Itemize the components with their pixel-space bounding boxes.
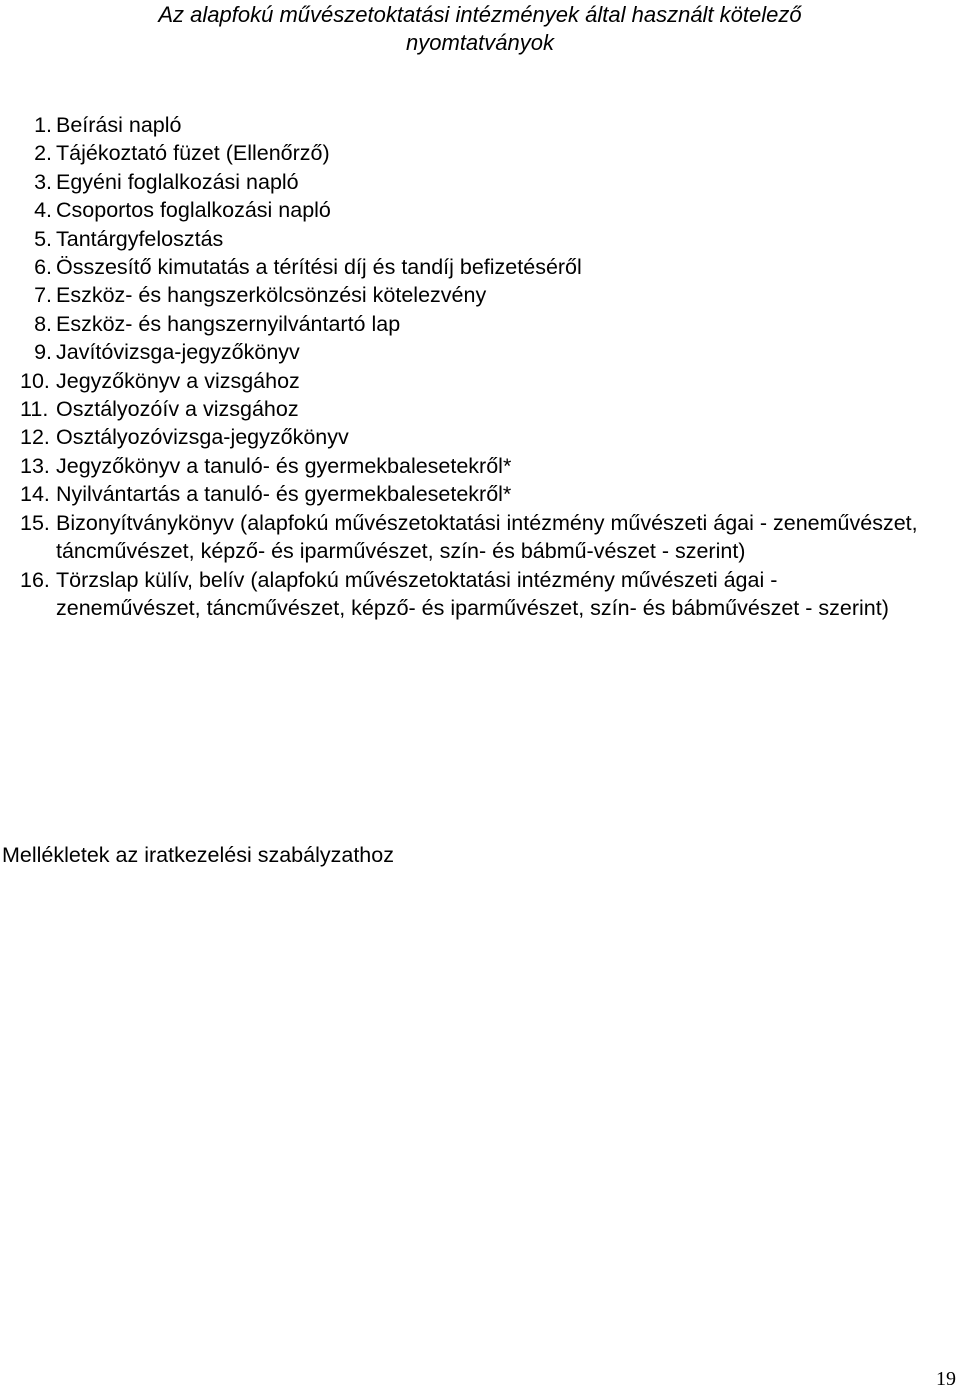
list-item-number: 9. xyxy=(34,340,52,365)
list-item-text: Törzslap külív, belív (alapfokú művészetoktatási intézmény művészeti ágai - zeneművészet, táncművészet, képző- és iparművészet, szín- és bábművészet - szerint) xyxy=(56,567,889,620)
list-item-number: 14. xyxy=(20,482,50,507)
forms-list xyxy=(20,111,920,622)
list-item-text: Osztályozóvizsga-jegyzőkönyv xyxy=(56,425,349,450)
page-title xyxy=(0,0,960,57)
list-item xyxy=(20,310,920,338)
list-item-text: Osztályozóív a vizsgához xyxy=(56,397,299,422)
list-item-number: 6. xyxy=(34,255,52,280)
list-item-number: 2. xyxy=(34,141,52,166)
list-item-number: 15. xyxy=(20,510,50,535)
page-title-line-2: nyomtatványok xyxy=(406,30,554,55)
list-item-number: 16. xyxy=(20,567,50,592)
list-item-number: 8. xyxy=(34,311,52,336)
list-item-text: Eszköz- és hangszernyilvántartó lap xyxy=(56,311,401,336)
list-item-number: 4. xyxy=(34,198,52,223)
list-item xyxy=(20,111,920,139)
list-item-text: Tájékoztató füzet (Ellenőrző) xyxy=(56,141,330,166)
list-item xyxy=(20,281,920,309)
list-item xyxy=(20,225,920,253)
list-item-number: 12. xyxy=(20,425,50,450)
list-item xyxy=(20,452,920,480)
list-item xyxy=(20,395,920,423)
list-item xyxy=(20,139,920,167)
list-item xyxy=(20,423,920,451)
list-item-text: Beírási napló xyxy=(56,113,182,137)
list-item-number: 10. xyxy=(20,368,50,393)
list-item-text: Csoportos foglalkozási napló xyxy=(56,198,331,223)
list-item-text: Eszköz- és hangszerkölcsönzési kötelezvény xyxy=(56,283,487,308)
list-item-text: Összesítő kimutatás a térítési díj és tandíj befizetéséről xyxy=(56,255,582,280)
list-item xyxy=(20,168,920,196)
list-item-number: 11. xyxy=(20,397,49,422)
list-item xyxy=(20,509,920,566)
list-item xyxy=(20,253,920,281)
list-item-number: 3. xyxy=(34,169,52,194)
list-item-text: Nyilvántartás a tanuló- és gyermekbalesetekről* xyxy=(56,482,512,507)
list-item-number: 1. xyxy=(34,113,52,137)
list-item-text: Egyéni foglalkozási napló xyxy=(56,169,299,194)
list-item-number: 7. xyxy=(34,283,52,308)
list-item-text: Bizonyítványkönyv (alapfokú művészetoktatási intézmény művészeti ágai - zeneművészet, táncművészet, képző- és iparművészet, szín- és bábmű-vészet - szerint) xyxy=(56,510,918,564)
list-item-text: Jegyzőkönyv a vizsgához xyxy=(56,368,300,393)
list-item-number: 13. xyxy=(20,453,50,478)
list-item-text: Javítóvizsga-jegyzőkönyv xyxy=(56,340,300,365)
list-item-text: Jegyzőkönyv a tanuló- és gyermekbalesetekről* xyxy=(56,453,512,478)
list-item xyxy=(20,338,920,366)
list-item xyxy=(20,480,920,508)
list-item xyxy=(20,196,920,224)
list-item xyxy=(20,367,920,395)
list-item xyxy=(20,566,920,623)
list-item-number: 5. xyxy=(34,226,52,251)
footer-caption: Mellékletek az iratkezelési szabályzathoz xyxy=(2,843,394,867)
list-item-text: Tantárgyfelosztás xyxy=(56,226,224,251)
page-number: 19 xyxy=(936,1368,956,1390)
page-title-line-1: Az alapfokú művészetoktatási intézmények által használt kötelező xyxy=(158,2,802,27)
